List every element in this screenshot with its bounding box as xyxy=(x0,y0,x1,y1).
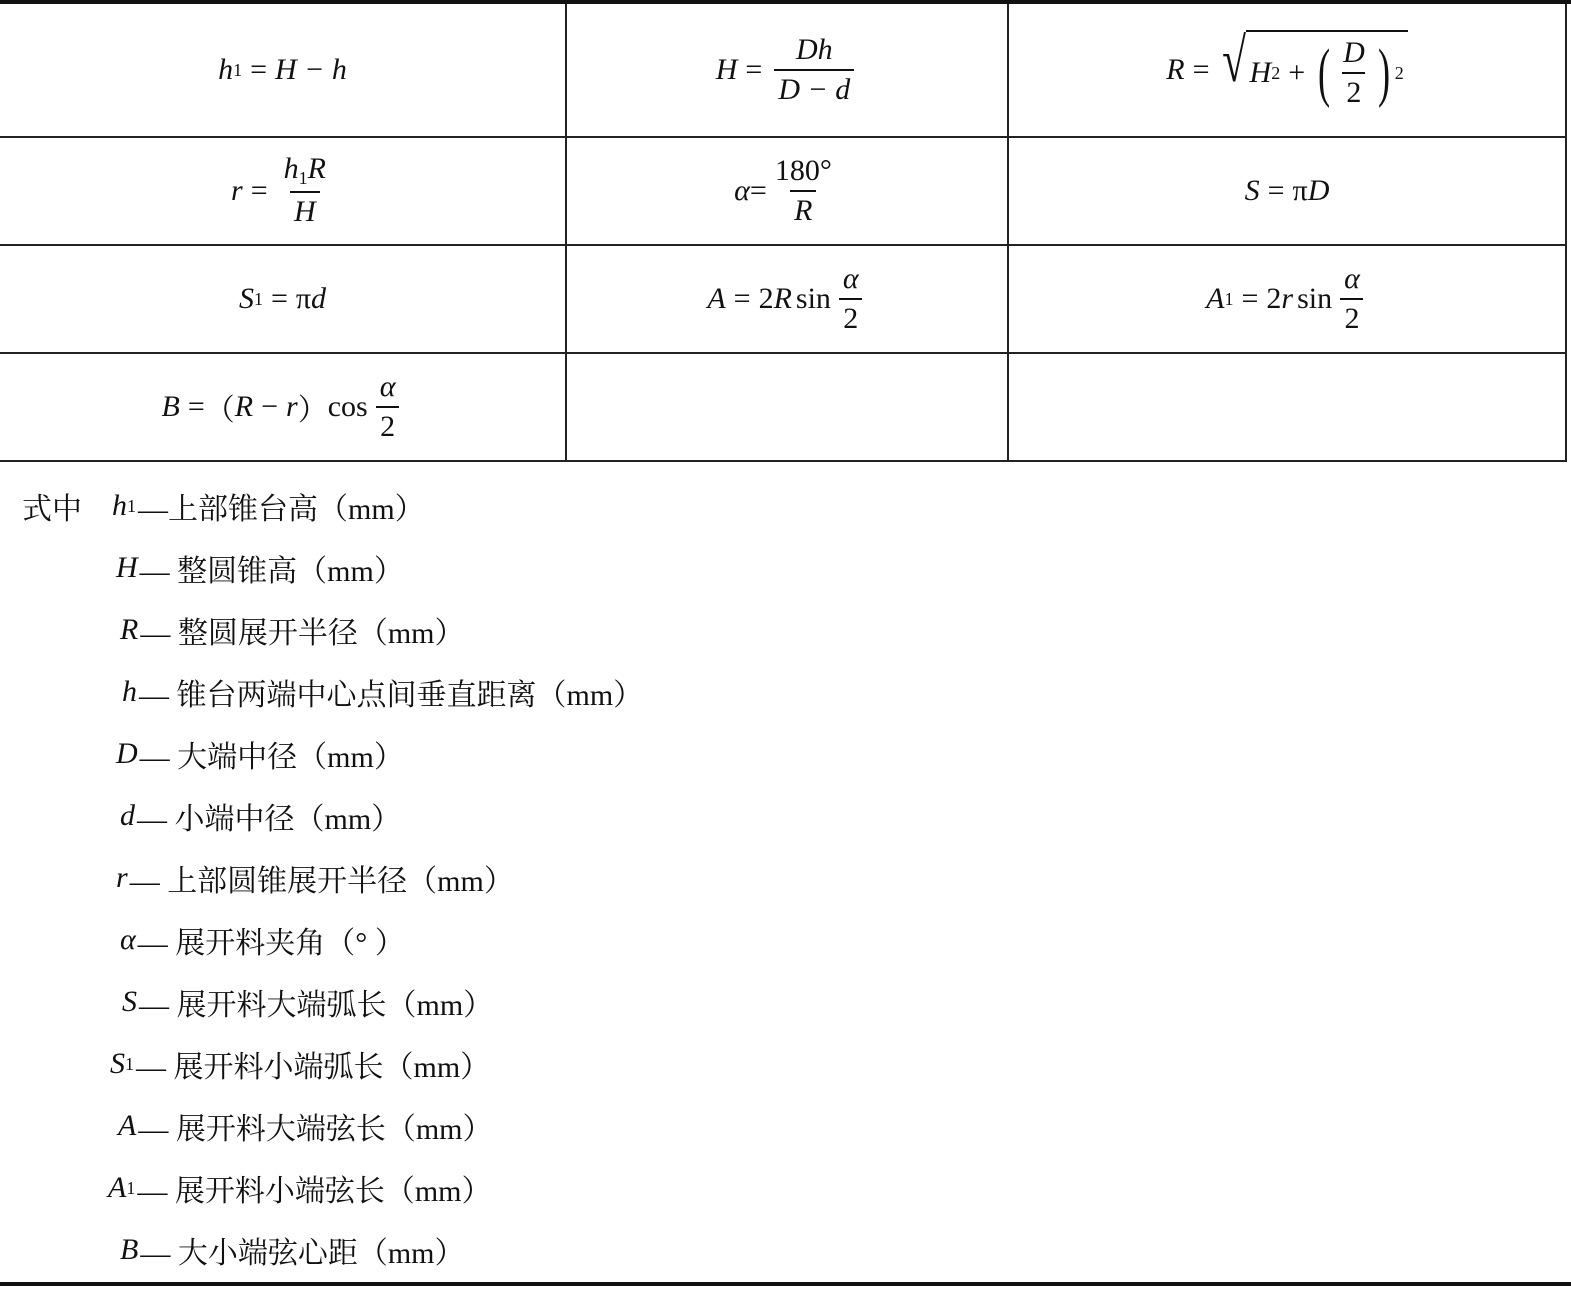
formula-cell-R xyxy=(1008,4,1566,137)
legend-symbol: A xyxy=(118,1109,137,1142)
formula-cell-S1 xyxy=(0,245,566,353)
var: r xyxy=(1281,282,1294,315)
radical-sign: √ xyxy=(1222,26,1247,95)
legend-item xyxy=(118,1106,495,1146)
var: H xyxy=(715,53,738,86)
numerator: α xyxy=(842,261,859,295)
var: d xyxy=(311,282,327,315)
denominator: H xyxy=(290,191,320,230)
denominator: 2 xyxy=(839,298,862,337)
legend-symbol-subscript: 1 xyxy=(126,1177,136,1198)
subscript: 1 xyxy=(253,288,263,309)
legend-intro: 式中 xyxy=(22,493,82,526)
var: B xyxy=(161,390,180,423)
var: h xyxy=(283,152,299,186)
legend-description: — 小端中径（mm） xyxy=(137,803,402,836)
function: cos xyxy=(327,390,368,423)
table-row xyxy=(0,137,1566,245)
denominator: 2 xyxy=(1340,298,1363,337)
formula-A1 xyxy=(1206,262,1368,337)
bottom-rule xyxy=(0,1282,1571,1286)
legend-item xyxy=(116,734,406,774)
legend-description: — 大小端弦心距（mm） xyxy=(140,1237,465,1270)
minus: − xyxy=(261,390,279,423)
legend-symbol: r xyxy=(116,861,128,894)
function: sin xyxy=(1297,282,1333,315)
exponent: 2 xyxy=(1394,62,1404,83)
right-paren: ） xyxy=(297,394,328,427)
legend-description: — 整圆展开半径（mm） xyxy=(140,617,465,650)
equals: = xyxy=(745,53,763,86)
table-row xyxy=(0,353,1566,461)
legend-symbol: A xyxy=(108,1171,127,1204)
legend-item xyxy=(122,982,495,1022)
pi: π xyxy=(295,282,312,315)
empty-cell xyxy=(1008,353,1566,461)
plus: + xyxy=(1288,56,1306,89)
pi: π xyxy=(1292,174,1308,207)
sqrt xyxy=(1217,26,1407,111)
subscript: 1 xyxy=(233,59,243,80)
fraction xyxy=(1339,36,1369,111)
var: D xyxy=(1307,174,1330,207)
var: H xyxy=(1249,56,1272,89)
var: A xyxy=(707,282,726,315)
denominator: 2 xyxy=(1342,72,1365,111)
formula-cell-h1 xyxy=(0,4,566,137)
legend-item xyxy=(116,548,406,588)
equals: = xyxy=(733,282,751,315)
legend-item xyxy=(120,920,407,960)
legend-symbol: d xyxy=(120,799,135,832)
numerator: α xyxy=(379,369,396,403)
var: h xyxy=(218,53,234,86)
equals: = xyxy=(250,53,267,86)
legend-description: — 展开料大端弦长（mm） xyxy=(138,1113,493,1146)
var: S xyxy=(1244,174,1260,207)
formula-A xyxy=(707,262,866,337)
var: R xyxy=(1166,53,1185,86)
legend-description: — 展开料夹角（° ） xyxy=(137,927,405,960)
var: α xyxy=(734,174,750,207)
legend-description: — 大端中径（mm） xyxy=(139,741,404,774)
right-paren: ) xyxy=(1377,36,1390,109)
formula-H xyxy=(716,33,859,108)
formula-cell-A xyxy=(566,245,1008,353)
fraction xyxy=(774,33,854,108)
formula-alpha xyxy=(734,154,840,229)
legend-symbol-subscript: 1 xyxy=(125,1053,134,1074)
equals: = xyxy=(749,174,767,207)
numerator: 180° xyxy=(774,153,832,187)
formula-S xyxy=(1245,174,1330,208)
left-paren: （ xyxy=(204,394,235,427)
coefficient: 2 xyxy=(758,282,774,315)
legend-item xyxy=(116,858,516,898)
legend-description: — 整圆锥高（mm） xyxy=(139,555,404,588)
formula-table xyxy=(0,4,1567,462)
var: R xyxy=(307,152,326,186)
fraction xyxy=(376,370,400,445)
formula-cell-A1 xyxy=(1008,245,1566,353)
left-paren: ( xyxy=(1318,36,1331,109)
legend-description: — 展开料小端弦长（mm） xyxy=(137,1175,492,1208)
formula-cell-H xyxy=(566,4,1008,137)
var: r xyxy=(231,174,243,207)
formula-cell-r xyxy=(0,137,566,245)
table-row xyxy=(0,245,1566,353)
legend-item xyxy=(112,486,427,526)
denominator: D − d xyxy=(774,69,854,108)
equals: = xyxy=(1267,174,1285,207)
legend-symbol: D xyxy=(116,737,138,770)
formula-B xyxy=(162,370,404,445)
legend-description: — 展开料大端弧长（mm） xyxy=(139,989,494,1022)
legend-symbol: H xyxy=(116,551,138,584)
function: sin xyxy=(795,282,831,315)
var: S xyxy=(238,282,254,315)
fraction xyxy=(280,152,330,229)
equals: = xyxy=(187,390,205,423)
legend-symbol: h xyxy=(122,675,137,708)
legend-symbol: S xyxy=(122,985,137,1018)
formula-R xyxy=(1166,26,1408,111)
legend-item xyxy=(120,610,467,650)
formula-cell-S xyxy=(1008,137,1566,245)
equals: = xyxy=(270,282,288,315)
var: R xyxy=(773,282,792,315)
legend-description: — 上部圆锥展开半径（mm） xyxy=(129,865,514,898)
formula-h1 xyxy=(218,53,347,87)
subscript: 1 xyxy=(298,168,308,189)
formula-r xyxy=(231,152,334,229)
var: r xyxy=(286,390,298,423)
subscript: 1 xyxy=(1224,288,1234,309)
equals: = xyxy=(1241,282,1259,315)
coefficient: 2 xyxy=(1266,282,1282,315)
denominator: 2 xyxy=(376,406,399,445)
legend-item xyxy=(110,1044,492,1084)
legend-symbol: h xyxy=(112,489,127,522)
numerator: Dh xyxy=(795,32,833,66)
equals: = xyxy=(250,174,268,207)
numerator: α xyxy=(1344,261,1360,295)
denominator: R xyxy=(790,190,816,229)
legend-description: — 锥台两端中心点间垂直距离（mm） xyxy=(139,679,644,712)
legend-item xyxy=(122,672,645,712)
legend-symbol: B xyxy=(120,1233,139,1266)
legend-symbol: α xyxy=(120,923,136,956)
legend-item xyxy=(120,1230,467,1270)
legend-symbol: R xyxy=(120,613,139,646)
formula-S1 xyxy=(239,282,326,316)
legend-description: — 展开料小端弧长（mm） xyxy=(136,1051,491,1084)
numerator: D xyxy=(1343,35,1365,69)
equals: = xyxy=(1192,53,1210,86)
empty-cell xyxy=(566,353,1008,461)
numerator xyxy=(280,152,330,191)
var: A xyxy=(1206,282,1225,315)
rhs: H − h xyxy=(275,53,347,86)
legend-symbol: S xyxy=(110,1047,125,1080)
radicand xyxy=(1246,30,1408,111)
legend-description: —上部锥台高（mm） xyxy=(138,493,425,526)
fraction xyxy=(1340,262,1364,337)
legend-item xyxy=(120,796,403,836)
var: R xyxy=(234,390,254,423)
legend-symbol-subscript: 1 xyxy=(127,495,136,516)
table-row xyxy=(0,4,1566,137)
fraction xyxy=(771,154,836,229)
legend-item xyxy=(108,1168,494,1208)
formula-cell-alpha xyxy=(566,137,1008,245)
fraction xyxy=(839,262,863,337)
exponent: 2 xyxy=(1271,62,1281,83)
formula-cell-B xyxy=(0,353,566,461)
